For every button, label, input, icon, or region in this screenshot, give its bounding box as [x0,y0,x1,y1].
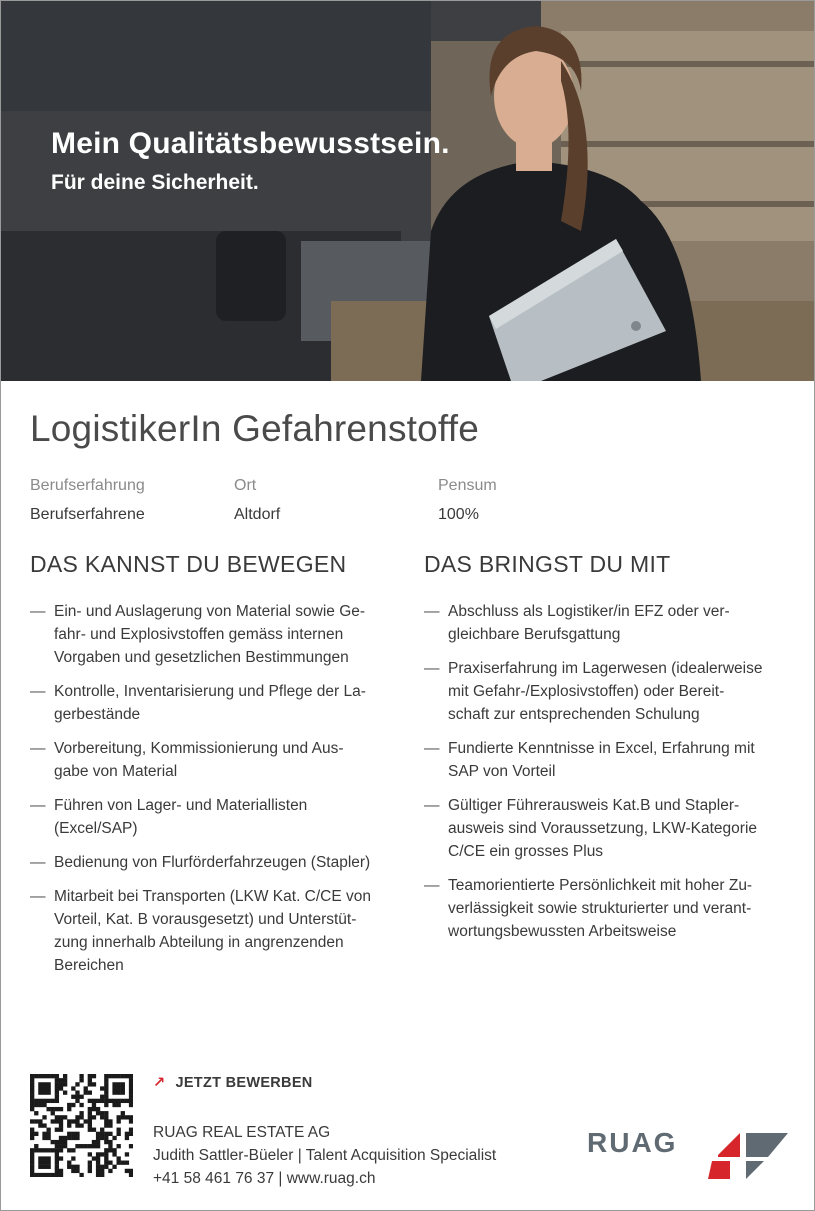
tasks-heading: DAS KANNST DU BEWEGEN [30,551,347,577]
list-item: — Gültiger Führerausweis Kat.B und Stapler- ausweis sind Voraussetzung, LKW-Kategorie C/CE ein grosses Plus [424,794,794,863]
list-item: — Kontrolle, Inventarisierung und Pflege der La- gerbestände [30,680,398,726]
tasks-list [30,600,398,977]
meta-value: 100% [438,506,479,523]
requirements-column [424,551,794,954]
meta-experience [30,477,145,524]
list-item: — Bedienung von Flurförderfahrzeugen (Stapler) [30,851,398,874]
meta-workload [438,477,497,524]
contact-person: Judith Sattler-Büeler | Talent Acquisition Specialist [153,1147,497,1164]
contact-details[interactable]: +41 58 461 76 37 | www.ruag.ch [153,1170,376,1187]
meta-location [234,477,280,524]
ruag-logo-mark [708,1133,788,1179]
contact-block [153,1121,496,1190]
meta-value: Altdorf [234,506,281,523]
meta-value: Berufserfahrene [30,506,145,523]
apply-link[interactable] [153,1075,313,1091]
tasks-column [30,551,398,988]
list-item: — Fundierte Kenntnisse in Excel, Erfahrung mit SAP von Vorteil [424,737,794,783]
meta-label: Pensum [438,477,497,494]
hero-photo [1,1,814,381]
list-item: — Mitarbeit bei Transporten (LKW Kat. C/CE von Vorteil, Kat. B vorausgesetzt) und Unterstüt- zung innerhalb Abteilung in angrenzenden Bereichen [30,885,398,977]
arrow-up-right-icon: ↗ [153,1075,166,1091]
ruag-logo-text: RUAG [587,1127,678,1158]
requirements-list [424,600,794,943]
meta-label: Berufserfahrung [30,477,145,494]
requirements-heading: DAS BRINGST DU MIT [424,551,671,577]
list-item: — Teamorientierte Persönlichkeit mit hoher Zu- verlässigkeit sowie strukturierter und verant- wortungsbewussten Arbeitsweise [424,874,794,943]
list-item: — Vorbereitung, Kommissionierung und Aus- gabe von Material [30,737,398,783]
list-item: — Abschluss als Logistiker/in EFZ oder ver- gleichbare Berufsgattung [424,600,794,646]
hero-headline: Mein Qualitätsbewusstsein. [51,127,450,160]
company-name: RUAG REAL ESTATE AG [153,1124,331,1141]
list-item: — Ein- und Auslagerung von Material sowie Ge- fahr- und Explosivstoffen gemäss internen Vorgaben und gesetzlichen Bestimmungen [30,600,398,669]
qr-code[interactable] [30,1074,133,1177]
meta-label: Ort [234,477,257,494]
list-item: — Praxiserfahrung im Lagerwesen (idealerweise mit Gefahr-/Explosivstoffen) oder Bereit- schaft zur entsprechenden Schulung [424,657,794,726]
job-title: LogistikerIn Gefahrenstoffe [30,408,479,449]
list-item: — Führen von Lager- und Materiallisten (Excel/SAP) [30,794,398,840]
apply-label: JETZT BEWERBEN [175,1075,313,1091]
hero-subline: Für deine Sicherheit. [51,171,259,194]
